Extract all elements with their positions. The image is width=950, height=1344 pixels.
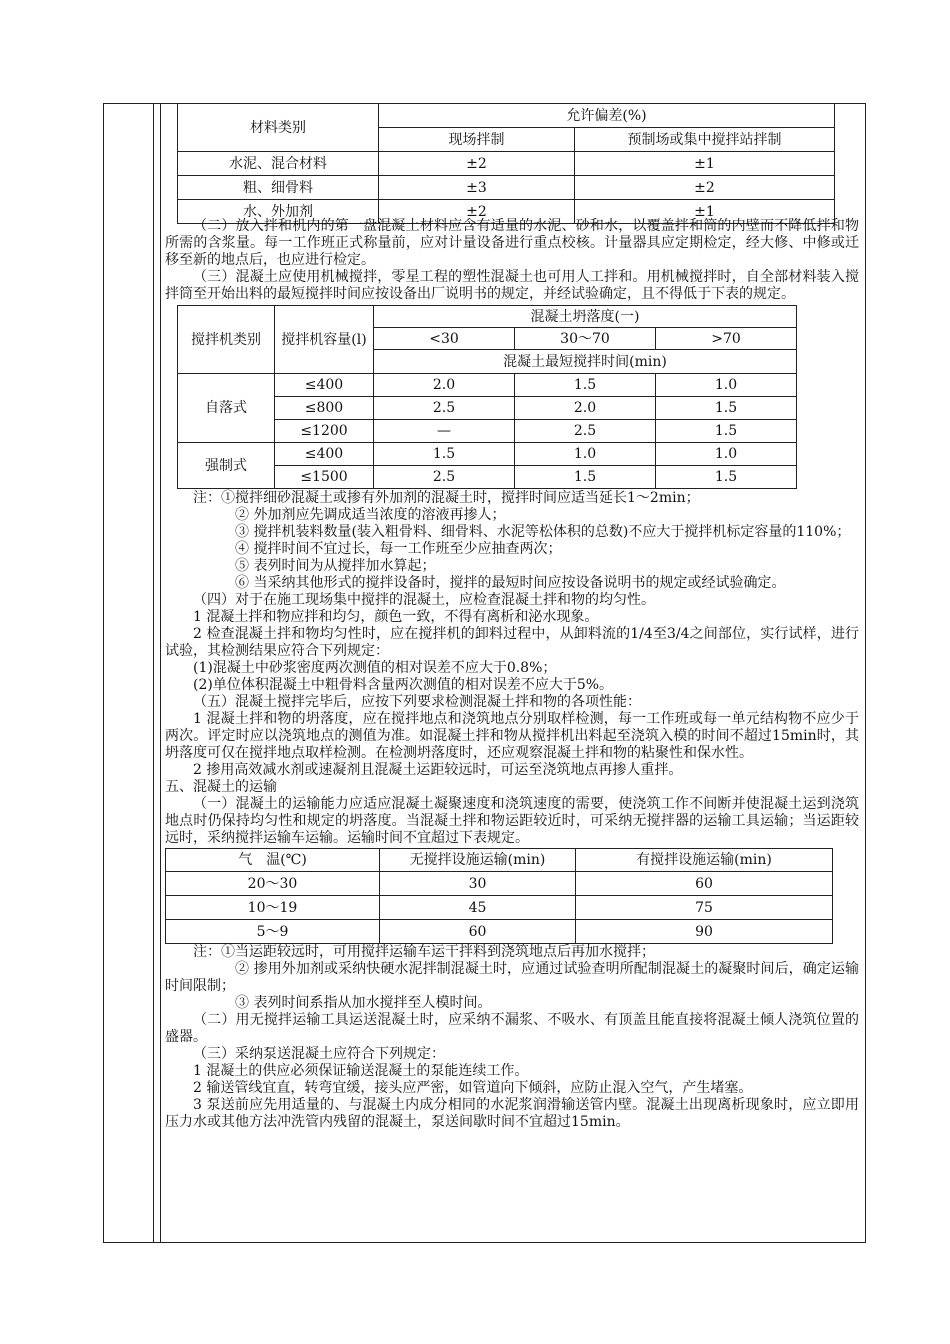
table-cell: 60 bbox=[576, 872, 833, 896]
paragraph: （四）对于在施工现场集中搅拌的混凝土，应检查混凝土拌和物的均匀性。 bbox=[193, 592, 655, 608]
slump-header: 混凝土坍落度(一) bbox=[374, 306, 797, 328]
document-content bbox=[165, 103, 859, 1131]
paragraph: （二）用无搅拌运输工具运送混凝土时，应采纳不漏浆、不吸水、有顶盖且能直接将混凝土倾人浇筑位置的盛器。 bbox=[165, 1012, 859, 1045]
material-tolerance-table bbox=[177, 103, 835, 224]
paragraph: 1 混凝土拌和物应拌和均匀，颜色一致，不得有离析和泌水现象。 bbox=[193, 609, 599, 625]
slump-range: <30 bbox=[374, 328, 515, 350]
material-type-header: 材料类别 bbox=[178, 104, 379, 152]
plant-mix-header: 预制场或集中搅拌站拌制 bbox=[575, 128, 835, 152]
table-cell: 水泥、混合材料 bbox=[178, 152, 379, 176]
mixer-type-cell: 强制式 bbox=[178, 443, 275, 489]
mixer-type-header: 搅拌机类别 bbox=[178, 306, 275, 374]
table-row bbox=[166, 896, 833, 920]
table-row bbox=[166, 920, 833, 944]
table-row bbox=[178, 176, 835, 200]
paragraph: （五）混凝土搅拌完毕后，应按下列要求检测混凝土拌和物的各项性能： bbox=[193, 694, 641, 710]
note: ⑤ 表列时间为从搅拌加水算起； bbox=[235, 558, 436, 574]
paragraph: 1 混凝土的供应必须保证输送混凝土的泵能连续工作。 bbox=[193, 1063, 529, 1079]
slump-range: 30～70 bbox=[515, 328, 656, 350]
table-cell: 2.0 bbox=[515, 397, 656, 420]
note: ③ 搅拌机装料数量(装入粗骨料、细骨料、水泥等松体积的总数)不应大于搅拌机标定容量的110%； bbox=[235, 524, 851, 540]
table-cell: 1.5 bbox=[515, 466, 656, 489]
site-mix-header: 现场拌制 bbox=[379, 128, 575, 152]
table-cell: ±2 bbox=[379, 152, 575, 176]
mixer-type-cell: 自落式 bbox=[178, 374, 275, 443]
min-mixing-time-header: 混凝土最短搅拌时间(min) bbox=[374, 350, 797, 374]
paragraph: （一）混凝土的运输能力应适应混凝土凝聚速度和浇筑速度的需要，使浇筑工作不间断并使混凝土运到浇筑地点时仍保持均匀性和规定的坍落度。当混凝土拌和物运距较近时，可采纳无搅拌器的运输工具运输；当运距较远时，采纳搅拌运输车运输。运输时间不宜超过下表规定。 bbox=[165, 796, 859, 846]
paragraph: 2 掺用高效减水剂或速凝剂且混凝土运距较远时，可运至浇筑地点再掺人重拌。 bbox=[193, 762, 683, 778]
table-cell: 90 bbox=[576, 920, 833, 944]
paragraph: 3 泵送前应先用适量的、与混凝土内成分相同的水泥浆润滑输送管内壁。混凝土出现离析现象时，应立即用压力水或其他方法冲洗管内残留的混凝土，泵送间歇时间不宜超过15min。 bbox=[165, 1097, 859, 1130]
note: 注：①当运距较远时，可用搅拌运输车运干拌料到浇筑地点后再加水搅拌； bbox=[193, 944, 655, 960]
paragraph: (1)混凝土中砂浆密度两次测值的相对误差不应大于0.8%； bbox=[193, 660, 557, 676]
table-cell: 5～9 bbox=[166, 920, 380, 944]
paragraph: （三）混凝土应使用机械搅拌，零星工程的塑性混凝土也可用人工拌和。用机械搅拌时，自全部材料装入搅拌筒至开始出料的最短搅拌时间应按设备出厂说明书的规定，并经试验确定，且不得低于下表的规定。 bbox=[165, 269, 859, 302]
table-header: 气 温(℃) bbox=[166, 849, 380, 872]
paragraph: 2 输送管线宜直，转弯宜缓，接头应严密，如管道向下倾斜，应防止混入空气，产生堵塞。 bbox=[193, 1080, 753, 1096]
table-row bbox=[178, 152, 835, 176]
table-cell: ≤400 bbox=[275, 374, 374, 397]
table-cell: 1.5 bbox=[374, 443, 515, 466]
table-cell: 45 bbox=[380, 896, 576, 920]
table-cell: ≤1200 bbox=[275, 420, 374, 443]
paragraph: 1 混凝土拌和物的坍落度，应在搅拌地点和浇筑地点分别取样检测，每一工作班或每一单元结构物不应少于两次。评定时应以浇筑地点的测值为准。如混凝土拌和物从搅拌机出料起至浇筑入模的时间不超过15min时，其坍落度可仅在搅拌地点取样检测。在检测坍落度时，还应观察混凝土拌和物的粘聚性和保水性。 bbox=[165, 711, 859, 761]
mixer-capacity-header: 搅拌机容量(l) bbox=[275, 306, 374, 374]
table-cell: — bbox=[374, 420, 515, 443]
table-cell: 1.0 bbox=[656, 443, 797, 466]
paragraph: (2)单位体积混凝土中粗骨料含量两次测值的相对误差不应大于5%。 bbox=[193, 677, 614, 693]
table-header: 无搅拌设施运输(min) bbox=[380, 849, 576, 872]
table-row bbox=[178, 443, 797, 466]
table-cell: ≤800 bbox=[275, 397, 374, 420]
table-cell: 1.0 bbox=[515, 443, 656, 466]
table-cell: 2.5 bbox=[515, 420, 656, 443]
table-cell: ±3 bbox=[379, 176, 575, 200]
table-cell: 1.0 bbox=[656, 374, 797, 397]
table-cell: 水、外加剂 bbox=[178, 200, 379, 224]
table-cell: ±1 bbox=[575, 152, 835, 176]
note: ③ 表列时间系指从加水搅拌至人模时间。 bbox=[235, 995, 492, 1011]
paragraph: （三）采纳泵送混凝土应符合下列规定： bbox=[193, 1046, 445, 1062]
table-cell: 1.5 bbox=[656, 420, 797, 443]
table-cell: 60 bbox=[380, 920, 576, 944]
section-heading: 五、混凝土的运输 bbox=[165, 779, 277, 795]
table-header: 有搅拌设施运输(min) bbox=[576, 849, 833, 872]
table-cell: 2.0 bbox=[374, 374, 515, 397]
table-cell: ±2 bbox=[575, 176, 835, 200]
table-cell: 75 bbox=[576, 896, 833, 920]
note: ④ 搅拌时间不宜过长，每一工作班至少应抽查两次； bbox=[235, 541, 562, 557]
table-cell: 1.5 bbox=[656, 466, 797, 489]
table-cell: 30 bbox=[380, 872, 576, 896]
note: ② 掺用外加剂或采纳快硬水泥拌制混凝土时，应通过试验查明所配制混凝土的凝聚时间后，确定运输时间限制； bbox=[165, 961, 859, 994]
table-cell: ±2 bbox=[379, 200, 575, 224]
table-row bbox=[166, 872, 833, 896]
tolerance-group-header: 允许偏差(%) bbox=[379, 104, 835, 128]
paragraph: （二）放入拌和机内的第一盘混凝土材料应含有适量的水泥、砂和水，以覆盖拌和筒的内壁而不降低拌和物所需的含浆量。每一工作班正式称量前，应对计量设备进行重点校核。计量器具应定期检定，经大修、中修或迁移至新的地点后，也应进行检定。 bbox=[165, 218, 859, 268]
slump-range: >70 bbox=[656, 328, 797, 350]
note: ② 外加剂应先调成适当浓度的溶液再掺人； bbox=[235, 507, 506, 523]
table-cell: 粗、细骨料 bbox=[178, 176, 379, 200]
frame-divider-right bbox=[160, 103, 161, 1243]
table-cell: 10～19 bbox=[166, 896, 380, 920]
table-cell: 1.5 bbox=[515, 374, 656, 397]
table-cell: ±1 bbox=[575, 200, 835, 224]
transport-time-table bbox=[165, 848, 833, 944]
table-cell: 1.5 bbox=[656, 397, 797, 420]
table-cell: 2.5 bbox=[374, 397, 515, 420]
mixing-time-table bbox=[177, 305, 797, 489]
table-cell: ≤400 bbox=[275, 443, 374, 466]
table-row bbox=[178, 374, 797, 397]
note: ⑥ 当采纳其他形式的搅拌设备时，搅拌的最短时间应按设备说明书的规定或经试验确定。 bbox=[235, 575, 786, 591]
table-cell: ≤1500 bbox=[275, 466, 374, 489]
paragraph: 2 检查混凝土拌和物均匀性时，应在搅拌机的卸料过程中，从卸料流的1/4至3/4之间部位，实行试样，进行试验，其检测结果应符合下列规定： bbox=[165, 626, 859, 659]
frame-divider-left bbox=[153, 103, 154, 1243]
table-cell: 2.5 bbox=[374, 466, 515, 489]
table-cell: 20～30 bbox=[166, 872, 380, 896]
note: 注：①搅拌细砂混凝土或掺有外加剂的混凝土时，搅拌时间应适当延长1～2min； bbox=[193, 490, 700, 506]
